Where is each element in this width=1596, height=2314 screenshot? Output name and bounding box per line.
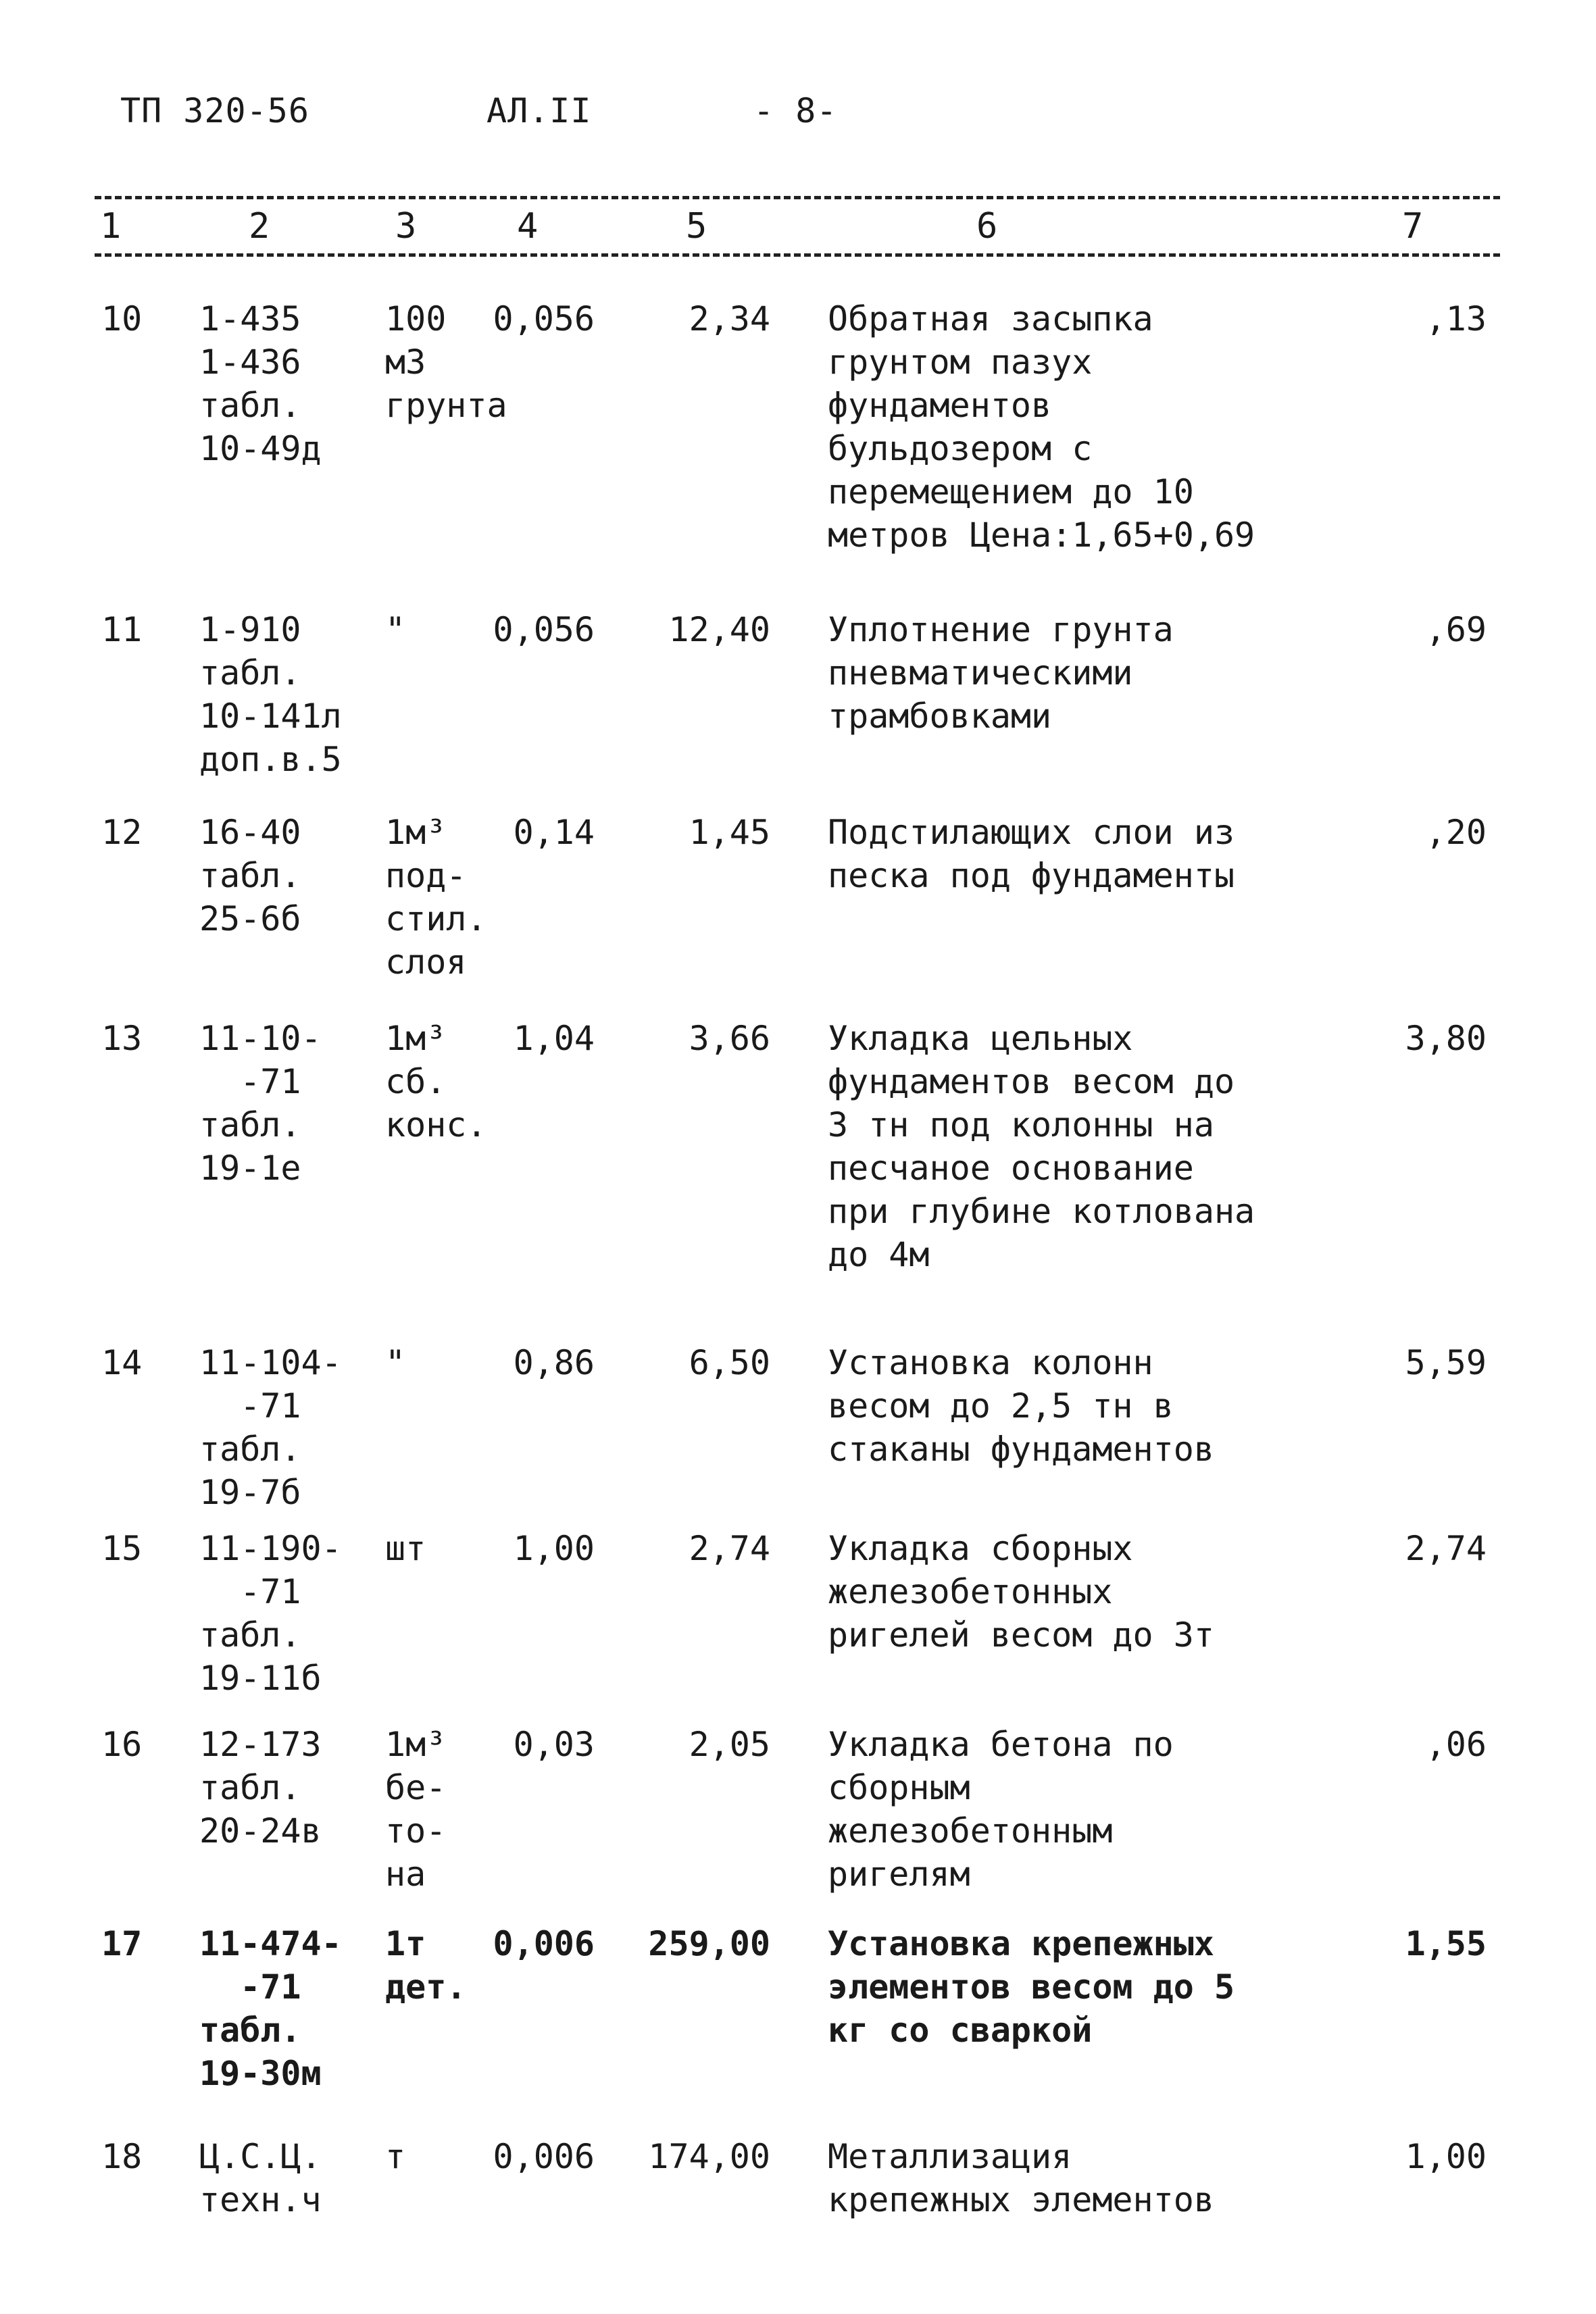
row-number: 13	[101, 1019, 143, 1058]
norm-reference: 11-10- -71 табл. 19-1е	[199, 1019, 322, 1188]
work-description: Установка колонн весом до 2,5 тн в стаканы фундаментов	[828, 1343, 1214, 1469]
column-number: 6	[976, 206, 998, 247]
quantity: 0,03	[513, 1725, 595, 1764]
unit-of-measure: 100 м3 грунта	[385, 299, 507, 425]
norm-reference: 1-435 1-436 табл. 10-49д	[199, 299, 322, 468]
work-description: Обратная засыпка грунтом пазух фундаментов бульдозером с перемещением до 10 метров Цена:1,65+0,69	[828, 299, 1255, 555]
row-number: 10	[101, 299, 143, 338]
work-description: Укладка бетона по сборным железобетонным ригелям	[828, 1725, 1174, 1894]
unit-price: 2,05	[689, 1725, 770, 1764]
total-cost: ,20	[1425, 813, 1487, 852]
quantity: 0,006	[493, 1924, 595, 1963]
column-number: 2	[249, 206, 270, 247]
album-label: АЛ.II	[487, 91, 592, 130]
quantity: 1,04	[513, 1019, 595, 1058]
work-description: Укладка цельных фундаментов весом до 3 тн под колонны на песчаное основание при глубине котлована до 4м	[828, 1019, 1255, 1274]
column-number: 4	[517, 206, 539, 247]
quantity: 0,056	[493, 299, 595, 338]
row-number: 14	[101, 1343, 143, 1382]
unit-price: 3,66	[689, 1019, 770, 1058]
header-rule-top	[95, 196, 1500, 199]
total-cost: ,69	[1425, 610, 1487, 649]
total-cost: 3,80	[1405, 1019, 1487, 1058]
row-number: 12	[101, 813, 143, 852]
unit-of-measure: 1м³ под- стил. слоя	[385, 813, 487, 982]
work-description: Металлизация крепежных элементов	[828, 2137, 1214, 2219]
work-description: Уплотнение грунта пневматическими трамбовками	[828, 610, 1174, 736]
norm-reference: 11-190- -71 табл. 19-11б	[199, 1529, 342, 1698]
unit-price: 1,45	[689, 813, 770, 852]
unit-of-measure: 1м³ сб. конс.	[385, 1019, 487, 1145]
unit-of-measure: 1м³ бе- то- на	[385, 1725, 447, 1894]
quantity: 0,14	[513, 813, 595, 852]
quantity: 0,006	[493, 2137, 595, 2176]
column-number: 1	[100, 206, 122, 247]
unit-price: 174,00	[648, 2137, 770, 2176]
unit-price: 6,50	[689, 1343, 770, 1382]
total-cost: 1,00	[1405, 2137, 1487, 2176]
unit-price: 259,00	[648, 1924, 770, 1963]
work-description: Подстилающих слои из песка под фундаменты	[828, 813, 1235, 895]
row-number: 18	[101, 2137, 143, 2176]
row-number: 17	[101, 1924, 143, 1963]
work-description: Установка крепежных элементов весом до 5 кг со сваркой	[828, 1924, 1235, 2050]
total-cost: 1,55	[1405, 1924, 1487, 1963]
norm-reference: Ц.С.Ц. техн.ч	[199, 2137, 322, 2219]
total-cost: ,06	[1425, 1725, 1487, 1764]
unit-of-measure: 1т дет.	[385, 1924, 467, 2007]
norm-reference: 16-40 табл. 25-6б	[199, 813, 301, 938]
column-number: 3	[395, 206, 417, 247]
row-number: 11	[101, 610, 143, 649]
norm-reference: 11-474- -71 табл. 19-30м	[199, 1924, 342, 2093]
doc-code: ТП 320-56	[120, 91, 309, 130]
norm-reference: 1-910 табл. 10-141л доп.в.5	[199, 610, 342, 779]
row-number: 15	[101, 1529, 143, 1568]
unit-price: 2,74	[689, 1529, 770, 1568]
work-description: Укладка сборных железобетонных ригелей весом до 3т	[828, 1529, 1214, 1655]
page-number: - 8-	[753, 91, 838, 130]
column-number: 5	[686, 206, 707, 247]
row-number: 16	[101, 1725, 143, 1764]
quantity: 1,00	[513, 1529, 595, 1568]
header-rule-bottom	[95, 253, 1500, 257]
norm-reference: 12-173 табл. 20-24в	[199, 1725, 322, 1851]
total-cost: ,13	[1425, 299, 1487, 338]
total-cost: 2,74	[1405, 1529, 1487, 1568]
total-cost: 5,59	[1405, 1343, 1487, 1382]
unit-price: 2,34	[689, 299, 770, 338]
unit-of-measure: шт	[385, 1529, 426, 1568]
unit-of-measure: "	[385, 610, 406, 649]
unit-of-measure: т	[385, 2137, 406, 2176]
quantity: 0,056	[493, 610, 595, 649]
norm-reference: 11-104- -71 табл. 19-7б	[199, 1343, 342, 1512]
column-number: 7	[1402, 206, 1424, 247]
unit-of-measure: "	[385, 1343, 406, 1382]
quantity: 0,86	[513, 1343, 595, 1382]
unit-price: 12,40	[668, 610, 770, 649]
